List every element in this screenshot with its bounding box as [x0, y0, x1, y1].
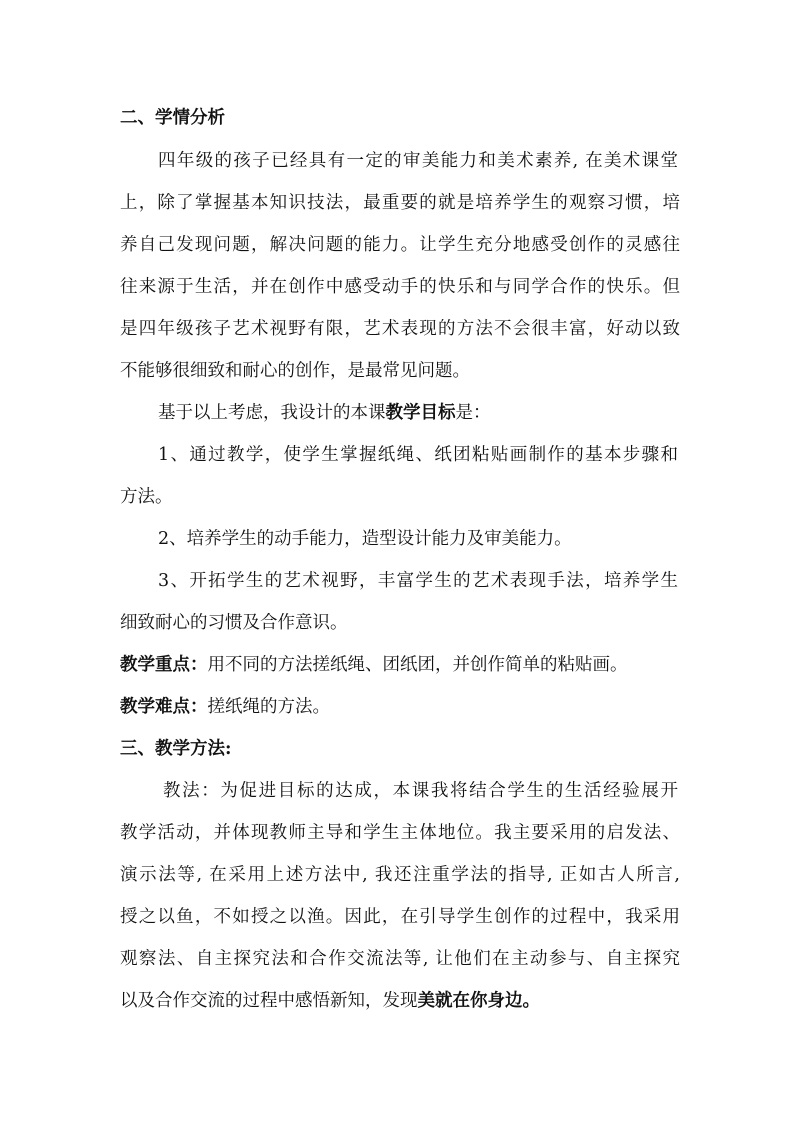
key-point-text: 用不同的方法搓纸绳、团纸团，并创作简单的粘贴画。	[207, 655, 628, 675]
goals-intro	[158, 401, 718, 425]
paragraph-line: 演示法等, 在采用上述方法中, 我还注重学法的指导, 正如古人所言,	[120, 865, 680, 885]
goals-intro-text: 基于以上考虑，我设计的本课	[158, 403, 386, 423]
paragraph-line: 四年级的孩子已经具有一定的审美能力和美术素养, 在美术课堂	[158, 151, 678, 171]
goal-line: 细致耐心的习惯及合作意识。	[120, 613, 348, 633]
paragraph-bold-text: 美就在你身边。	[417, 991, 540, 1011]
key-point-label: 教学重点：	[120, 655, 208, 675]
paragraph-line: 授之以鱼，不如授之以渔。因此，在引导学生创作的过程中，我采用	[120, 907, 680, 927]
goal-line: 方法。	[120, 487, 173, 507]
paragraph-line: 教法：为促进目标的达成，本课我将结合学生的生活经验展开	[163, 781, 678, 801]
paragraph-line: 上，除了掌握基本知识技法，最重要的就是培养学生的观察习惯，培	[120, 193, 680, 213]
section-heading-student-analysis: 二、学情分析	[120, 108, 225, 128]
goal-line: 1、通过教学，使学生掌握纸绳、纸团粘贴画制作的基本步骤和	[158, 445, 678, 465]
paragraph-line: 往来源于生活，并在创作中感受动手的快乐和与同学合作的快乐。但	[120, 277, 680, 297]
difficulty-label: 教学难点：	[120, 697, 208, 717]
paragraph-line-last	[120, 989, 680, 1013]
paragraph-line: 观察法、自主探究法和合作交流法等, 让他们在主动参与、自主探究	[120, 949, 680, 969]
goals-intro-bold: 教学目标	[385, 403, 456, 423]
teaching-difficulty	[120, 695, 680, 719]
paragraph-line: 教学活动，并体现教师主导和学生主体地位。我主要采用的启发法、	[120, 823, 680, 843]
goal-item-2: 2、培养学生的动手能力，造型设计能力及审美能力。	[158, 529, 572, 549]
paragraph-line: 是四年级孩子艺术视野有限，艺术表现的方法不会很丰富，好动以致	[120, 319, 680, 339]
paragraph-line: 养自己发现问题，解决问题的能力。让学生充分地感受创作的灵感往	[120, 235, 680, 255]
difficulty-text: 搓纸绳的方法。	[207, 697, 330, 717]
paragraph-text: 以及合作交流的过程中感悟新知，发现	[120, 991, 418, 1011]
goal-line: 3、开拓学生的艺术视野，丰富学生的艺术表现手法，培养学生	[158, 571, 678, 591]
paragraph-line: 不能够很细致和耐心的创作，是最常见问题。	[120, 361, 470, 381]
section-heading-teaching-methods: 三、教学方法:	[120, 739, 232, 759]
teaching-key-point	[120, 653, 680, 677]
goals-intro-suffix: 是：	[455, 403, 491, 423]
